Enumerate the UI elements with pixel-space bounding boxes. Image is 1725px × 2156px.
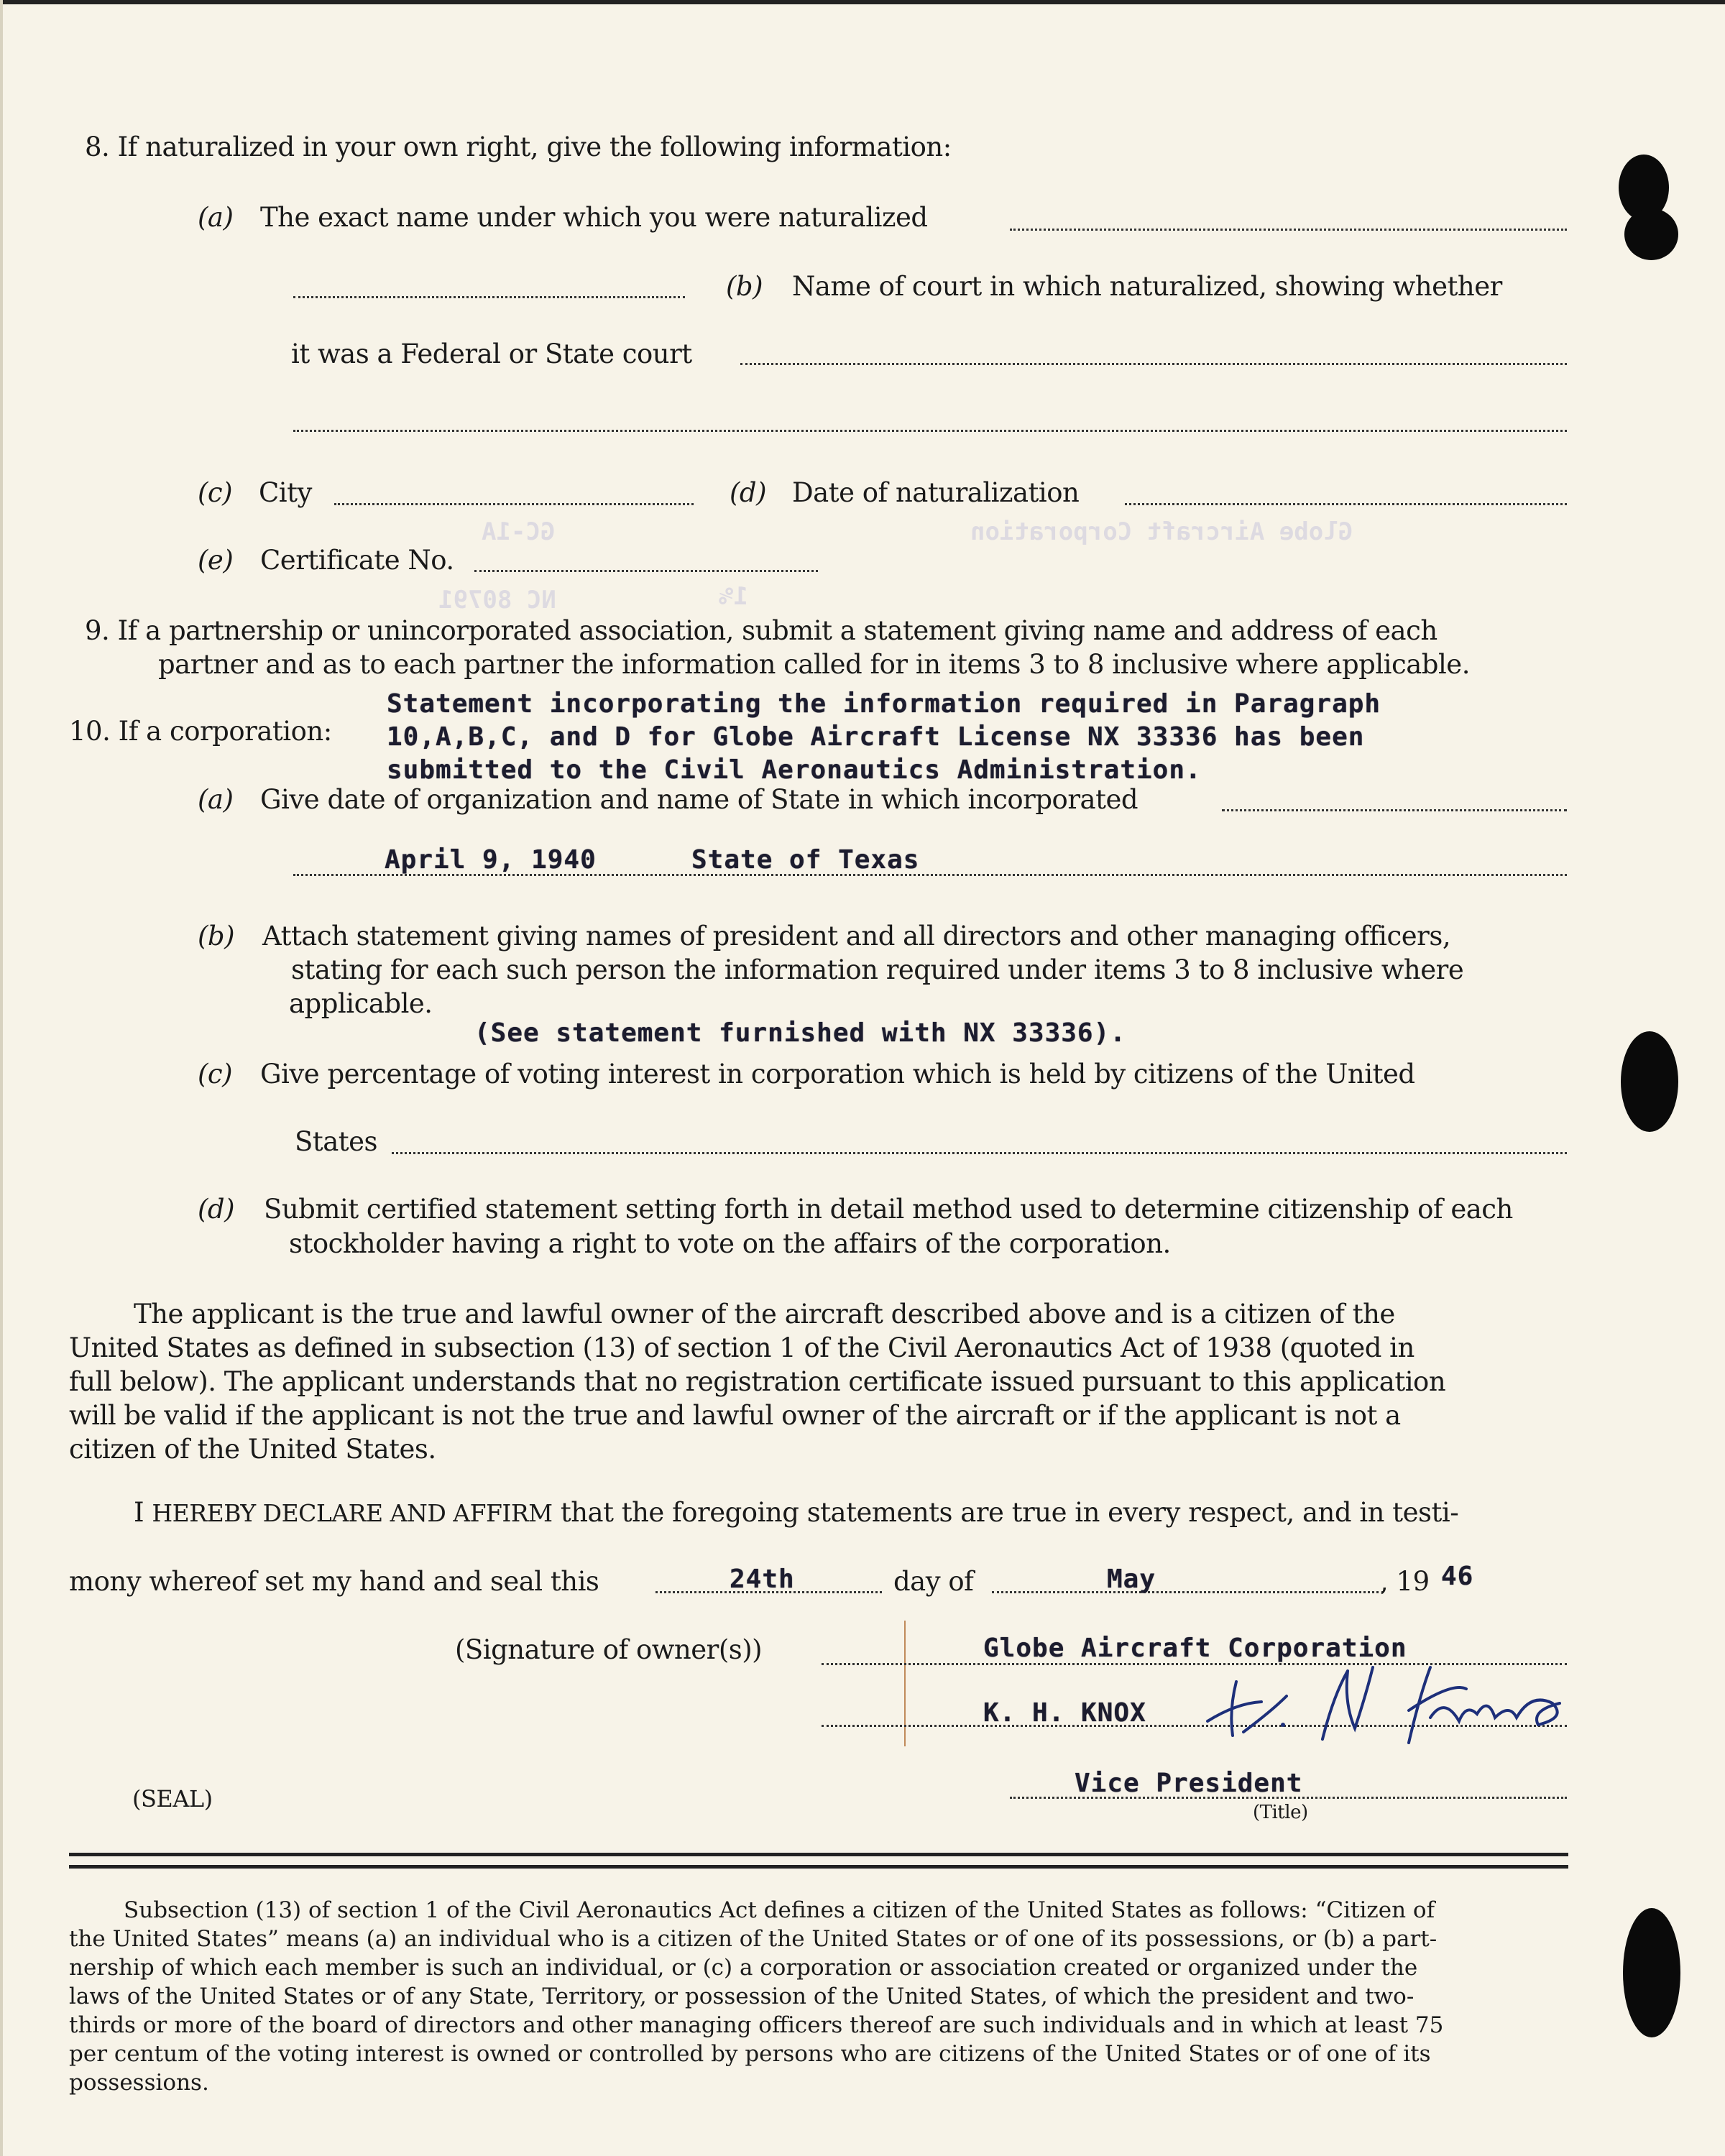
item10-c-line2: States <box>295 1126 378 1157</box>
item8-b-text: Name of court in which naturalized, showing whether <box>792 271 1502 302</box>
typed-statement-line: submitted to the Civil Aeronautics Administration. <box>387 755 1202 785</box>
court-name-field-cont[interactable] <box>293 430 1567 432</box>
naturalization-date-field[interactable] <box>1125 503 1567 505</box>
naturalized-name-field-cont[interactable] <box>293 296 685 298</box>
applicant-paragraph-line: The applicant is the true and lawful owner of the aircraft described above and is a citizen of the <box>134 1299 1395 1330</box>
ghost-text: GC-1A <box>482 517 556 546</box>
scan-left-edge <box>0 0 3 2156</box>
applicant-paragraph-line: full below). The applicant understands that no registration certificate issued pursuant to this application <box>69 1366 1446 1397</box>
item10-c-line1: Give percentage of voting interest in corporation which is held by citizens of the United <box>260 1059 1415 1089</box>
declaration-line1 <box>134 1496 1458 1530</box>
item8-a-text: The exact name under which you were naturalized <box>260 202 928 233</box>
declaration-rest: that the foregoing statements are true in every respect, and in testi- <box>560 1497 1459 1528</box>
item10-d-label: (d) <box>198 1194 235 1225</box>
footnote-line: thirds or more of the board of directors and other managing officers thereof are such individuals and in which at least 75 <box>69 2012 1444 2038</box>
applicant-paragraph-line: citizen of the United States. <box>69 1434 436 1465</box>
item10-d-line2: stockholder having a right to vote on the affairs of the corporation. <box>289 1228 1171 1259</box>
footnote-line: the United States” means (a) an individual who is a citizen of the United States or of one of its possessions, or (b) a part- <box>69 1926 1438 1952</box>
incorporation-date-value: April 9, 1940 <box>385 845 597 875</box>
title-value: Vice President <box>1075 1769 1303 1798</box>
day-value: 24th <box>730 1565 795 1594</box>
declaration-line2c: , 19 <box>1380 1566 1430 1597</box>
item8-c-text: City <box>259 477 312 508</box>
applicant-paragraph-line: United States as defined in subsection (13) of section 1 of the Civil Aeronautics Act of 1938 (quoted in <box>69 1332 1414 1363</box>
item8-b-cont: it was a Federal or State court <box>291 338 692 369</box>
seal-label: (SEAL) <box>132 1785 213 1812</box>
footnote-line: possessions. <box>69 2070 209 2096</box>
item8-d-label: (d) <box>730 477 767 508</box>
incorporation-state-value: State of Texas <box>691 845 920 875</box>
section-divider <box>69 1853 1568 1869</box>
ghost-text: NC 80791 <box>438 586 556 614</box>
footnote-line: nership of which each member is such an individual, or (c) a corporation or association created or organized under the <box>69 1955 1418 1981</box>
item10-a-text: Give date of organization and name of State in which incorporated <box>260 784 1138 815</box>
incorporation-field-lead[interactable] <box>1222 809 1567 811</box>
declaration-line2a: mony whereof set my hand and seal this <box>69 1566 599 1597</box>
voting-interest-field[interactable] <box>392 1152 1567 1154</box>
court-name-field[interactable] <box>740 363 1567 365</box>
item10-b-line1: Attach statement giving names of president and all directors and other managing officers, <box>262 921 1451 952</box>
item10-d-line1: Submit certified statement setting forth in detail method used to determine citizenship of each <box>264 1194 1513 1225</box>
signature-margin-rule <box>904 1621 906 1746</box>
typed-statement-line: Statement incorporating the information required in Paragraph <box>387 689 1381 719</box>
item10-a-label: (a) <box>198 784 234 815</box>
footnote-line: Subsection (13) of section 1 of the Civil Aeronautics Act defines a citizen of the United States as follows: “Citizen of <box>124 1897 1435 1923</box>
signer-typed-name: K. H. KNOX <box>983 1698 1146 1728</box>
incorporation-field[interactable] <box>293 874 1567 876</box>
declaration-line2b: day of <box>893 1566 974 1597</box>
ghost-text: 1% <box>719 582 748 611</box>
footnote-line: laws of the United States or of any State, Territory, or possession of the United States, of which the president and two- <box>69 1984 1414 2009</box>
item8-heading: 8. If naturalized in your own right, give the following information: <box>85 132 952 162</box>
owner-typed-name: Globe Aircraft Corporation <box>983 1634 1407 1663</box>
item8-a-label: (a) <box>198 202 234 233</box>
city-field[interactable] <box>334 503 694 505</box>
naturalized-name-field[interactable] <box>1010 229 1567 231</box>
item10-c-label: (c) <box>198 1059 233 1089</box>
item10-label: 10. If a corporation: <box>69 716 332 747</box>
punch-hole <box>1621 1031 1678 1132</box>
punch-hole <box>1623 1908 1680 2037</box>
year-value: 46 <box>1441 1562 1474 1591</box>
item8-e-text: Certificate No. <box>260 545 454 576</box>
handwritten-signature <box>1193 1653 1596 1746</box>
item9-line1: 9. If a partnership or unincorporated association, submit a statement giving name and address of each <box>85 615 1438 646</box>
item8-c-label: (c) <box>198 477 233 508</box>
month-field[interactable] <box>992 1591 1384 1593</box>
item10-b-line3: applicable. <box>289 988 433 1019</box>
certificate-no-field[interactable] <box>474 570 818 572</box>
item9-line2: partner and as to each partner the information called for in items 3 to 8 inclusive where applicable. <box>158 649 1470 680</box>
applicant-paragraph-line: will be valid if the applicant is not the true and lawful owner of the aircraft or if the applicant is not a <box>69 1400 1401 1431</box>
item8-e-label: (e) <box>198 545 234 576</box>
declaration-lead: I <box>134 1497 144 1528</box>
declaration-caps: HEREBY DECLARE AND AFFIRM <box>152 1499 553 1527</box>
month-value: May <box>1107 1565 1156 1594</box>
item8-d-text: Date of naturalization <box>792 477 1080 508</box>
signature-label: (Signature of owner(s)) <box>455 1634 763 1665</box>
item8-b-label: (b) <box>726 271 763 302</box>
item10-b-label: (b) <box>198 921 235 952</box>
typed-see-statement: (See statement furnished with NX 33336). <box>474 1018 1126 1048</box>
punch-hole <box>1624 208 1678 260</box>
footnote-line: per centum of the voting interest is owned or controlled by persons who are citizens of the United States or of one of its <box>69 2041 1431 2067</box>
typed-statement-line: 10,A,B,C, and D for Globe Aircraft License NX 33336 has been <box>387 722 1365 752</box>
item10-b-line2: stating for each such person the information required under items 3 to 8 inclusive where <box>291 954 1464 985</box>
ghost-text: Globe Aircraft Corporation <box>970 517 1353 546</box>
title-caption: (Title) <box>1253 1802 1308 1823</box>
scan-top-edge <box>0 0 1725 4</box>
